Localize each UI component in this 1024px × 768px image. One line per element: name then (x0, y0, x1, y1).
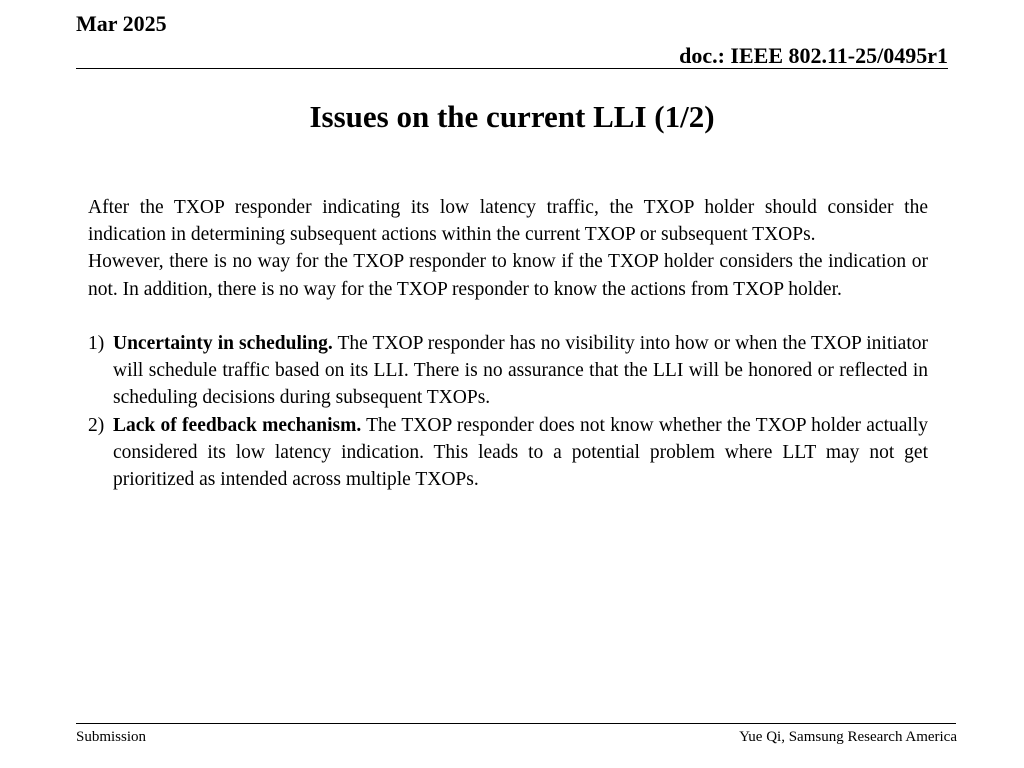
header-date: Mar 2025 (76, 11, 167, 36)
list-item-heading: Lack of feedback mechanism. (113, 414, 362, 436)
paragraph-spacer (88, 303, 928, 330)
header-doc-id: doc.: IEEE 802.11-25/0495r1 (679, 43, 948, 68)
body-paragraph: After the TXOP responder indicating its low latency traffic, the TXOP holder should consider the indication in determining subsequent actions within the current TXOP or subsequent TXOPs. (88, 197, 928, 246)
slide-body (88, 194, 928, 493)
list-item (88, 330, 928, 412)
body-paragraph: However, there is no way for the TXOP responder to know if the TXOP holder considers the indication or not. In addition, there is no way for the TXOP responder to know the actions from TXOP holder. (88, 251, 928, 300)
header-divider (76, 68, 948, 69)
footer-divider (76, 723, 956, 724)
list-item-number: 2) (88, 414, 105, 436)
numbered-list (88, 330, 928, 493)
list-item-heading: Uncertainty in scheduling. (113, 333, 333, 354)
slide-title: Issues on the current LLI (1/2) (309, 99, 715, 134)
footer-submission: Submission (76, 729, 147, 745)
list-item-number: 1) (88, 333, 105, 354)
list-item (88, 412, 928, 494)
footer-author: Yue Qi, Samsung Research America (739, 729, 957, 745)
list-item-text: The TXOP responder has no visibility into how or when the TXOP initiator will schedule traffic based on its LLI. There is no assurance that the LLI will be honored or reflected in scheduling decisions during subsequent TXOPs. (113, 333, 928, 409)
list-item-text: The TXOP responder does not know whether the TXOP holder actually considered its low latency indication. This leads to a potential problem where LLT may not get prioritized as intended across multiple TXOPs. (113, 414, 928, 491)
